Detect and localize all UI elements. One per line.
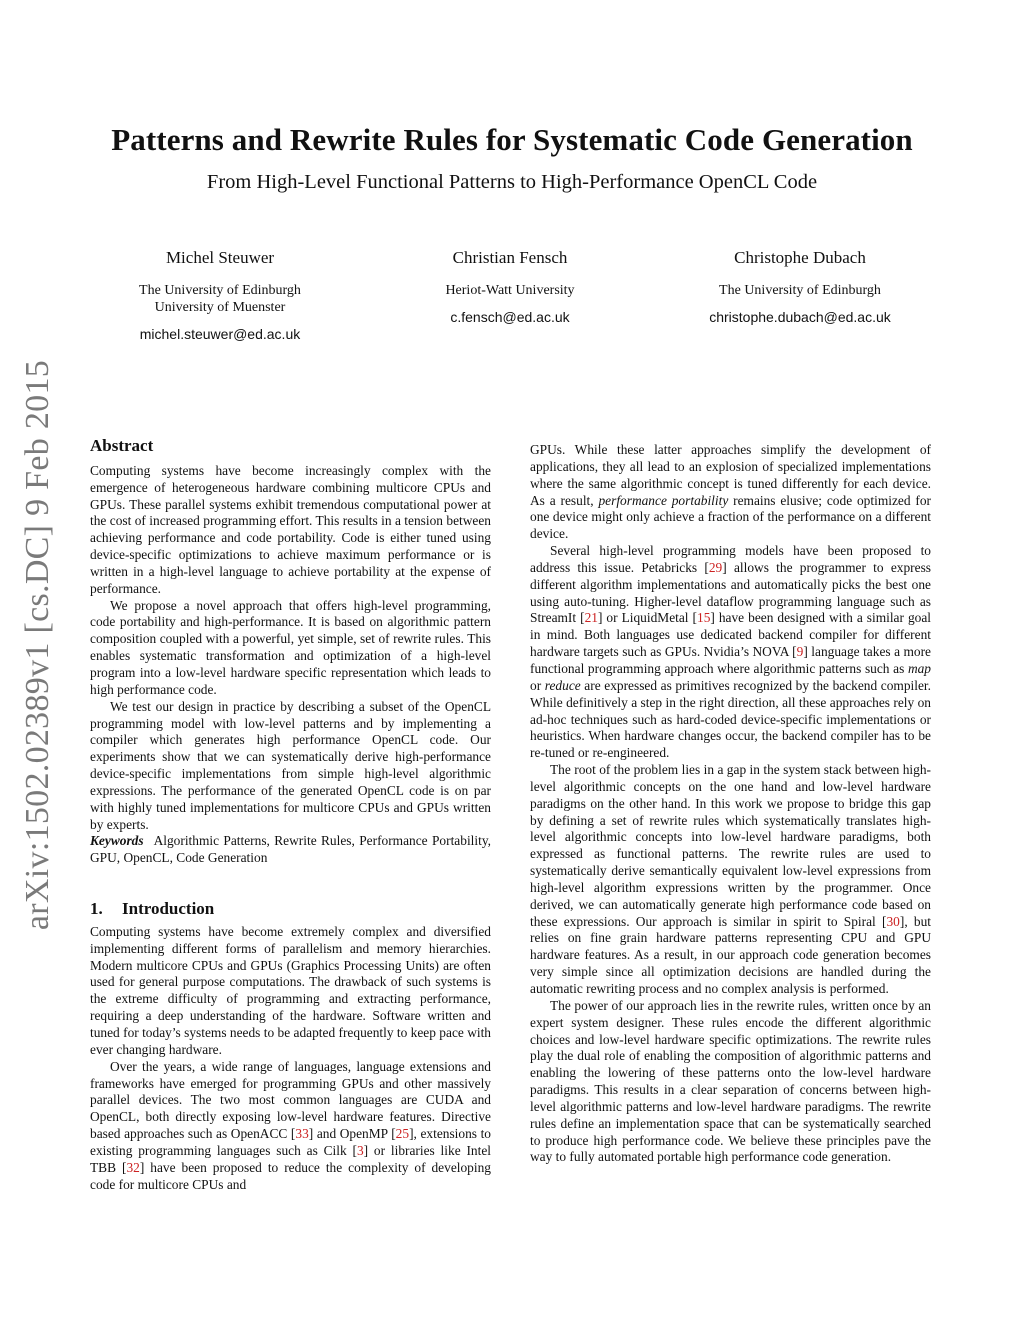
- keywords: [90, 833, 491, 867]
- intro-paragraph: Computing systems have become extremely complex and diversified implementing different forms of parallelism and memory hierarchies. Modern multicore CPUs and GPUs (Graphics Processing Units) are often used for general purpose computations. The drawback of such systems is the extreme difficulty of programming and extracting performance, requiring a deep understanding of the hardware. Software written and tuned for today’s systems needs to be adapted frequently to keep pace with ever changing hardware.: [90, 923, 491, 1057]
- body-paragraph: The root of the problem lies in a gap in the system stack between high-level algorithmic concepts on the one hand and low-level hardware paradigms on the other hand. In this work we propose to bridge this gap by defining a set of rewrite rules which systematically translates high-level algorithmic concepts into low-level hardware paradigms, both expressed as functional patterns. The rewrite rules are used to systematically derive semantically equivalent low-level expressions from high-level algorithm expressions written by the programmer. Once derived, we can automatically generate high performance code based on these expressions. Our approach is similar in spirit to Spiral [30], but relies on fine grain hardware patterns representing CPU and GPU hardware features. As a result, in our approach code generation becomes very simple since all optimization decisions are handled during the automatic rewriting process and no complex analysis is performed.: [530, 762, 932, 996]
- citation-link[interactable]: 9: [796, 644, 804, 660]
- right-column: [530, 442, 931, 1166]
- keywords-text: Algorithmic Patterns, Rewrite Rules, Performance Portability, GPU, OpenCL, Code Generation: [90, 833, 491, 866]
- section-title: Introduction: [122, 899, 215, 919]
- author-email[interactable]: c.fensch@ed.ac.uk: [450, 309, 570, 325]
- citation-link[interactable]: 32: [126, 1159, 140, 1175]
- author-affiliation: University of Muenster: [154, 300, 286, 315]
- author-1: [70, 248, 370, 342]
- author-name: Michel Steuwer: [165, 248, 275, 267]
- paper-subtitle: From High-Level Functional Patterns to High-Performance OpenCL Code: [206, 171, 818, 193]
- body-paragraph: GPUs. While these latter approaches simplify the development of applications, they all lead to an explosion of specialized implementations where the same algorithmic concept is tuned differently for each device. As a result, performance portability remains elusive; code optimized for one device might only achieve a fraction of the performance on a different device.: [530, 442, 931, 542]
- abstract-paragraph: We propose a novel approach that offers high-level programming, code portability and high-performance. It is based on algorithmic pattern composition coupled with a powerful, yet simple, set of rewrite rules. This enables systematic transformation and optimization of a high-level program into a low-level hardware specific representation which leads to high performance code.: [90, 597, 491, 697]
- citation-link[interactable]: 21: [584, 610, 598, 626]
- author-name: Christophe Dubach: [734, 248, 866, 267]
- author-affiliation: Heriot-Watt University: [445, 283, 575, 298]
- keywords-label: Keywords: [90, 833, 144, 849]
- author-email[interactable]: michel.steuwer@ed.ac.uk: [139, 326, 301, 342]
- citation-link[interactable]: 30: [886, 913, 900, 929]
- citation-link[interactable]: 33: [295, 1126, 309, 1142]
- author-email[interactable]: christophe.dubach@ed.ac.uk: [709, 309, 891, 325]
- citation-link[interactable]: 25: [395, 1126, 410, 1142]
- arxiv-id[interactable]: arXiv:1502.02389v1 [cs.DC] 9 Feb 2015: [19, 359, 57, 931]
- author-name: Christian Fensch: [452, 248, 568, 267]
- body-paragraph: Several high-level programming models have been proposed to address this issue. Petabricks [29] allows the programmer to express different algorithm implementations and automatically picks the best one using auto-tuning. Higher-level dataflow programming language such as StreamIt [21] or LiquidMetal [15] have been designed with a similar goal in mind. Both languages use dedicated backend compiler for different hardware targets such as GPUs. Nvidia’s NOVA [9] language takes a more functional programming approach where algorithmic patterns such as map or reduce are expressed as primitives recognized by the backend compiler. While definitively a step in the right direction, all these approaches rely on ad-hoc techniques such as hard-coded device-specific implementations or heuristics. When hardware changes occur, the backend compiler has to be re-tuned or re-engineered.: [530, 543, 932, 761]
- intro-paragraph: Over the years, a wide range of languages, language extensions and frameworks have emerged for programming GPUs and other massively parallel devices. The two most common languages are CUDA and OpenCL, both directly exposing low-level hardware features. Directive based approaches such as OpenACC [33] and OpenMP [25], extensions to existing programming languages such as Cilk [3] or libraries like Intel TBB [32] have been proposed to reduce the complexity of developing code for multicore CPUs and: [90, 1058, 492, 1192]
- author-2: [360, 248, 660, 325]
- arxiv-side-stamp: [12, 360, 64, 930]
- abstract-paragraph: Computing systems have become increasingly complex with the emergence of heterogeneous hardware combining multicore CPUs and GPUs. These parallel systems exhibit tremendous computational power at the cost of increased programming effort. This results in a tension between achieving performance and code portability. Code is either tuned using device-specific optimizations to achieve maximum performance or is written in a high-level language to achieve portability at the expense of performance.: [90, 462, 491, 596]
- paper-title: Patterns and Rewrite Rules for Systematic Code Generation: [111, 122, 913, 157]
- abstract-paragraph: We test our design in practice by describing a subset of the OpenCL programming model with low-level patterns and by implementing a compiler which generates high performance OpenCL code. Our experiments show that we can systematically derive high-performance device-specific implementations from simple high-level algorithmic expressions. The performance of the generated OpenCL code is on par with highly tuned implementations for multicore CPUs and GPUs written by experts.: [90, 698, 491, 832]
- section-number: 1.: [90, 899, 103, 919]
- citation-link[interactable]: 3: [356, 1142, 364, 1158]
- author-3: [650, 248, 950, 325]
- left-column: [90, 438, 491, 1193]
- citation-link[interactable]: 29: [708, 559, 723, 575]
- abstract-heading: Abstract: [90, 436, 154, 455]
- citation-link[interactable]: 15: [697, 610, 711, 626]
- intro-heading: [90, 901, 491, 918]
- author-affiliation: The University of Edinburgh: [139, 283, 301, 298]
- body-paragraph: The power of our approach lies in the rewrite rules, written once by an expert system designer. These rules encode the different algorithmic choices and low-level hardware specific optimizations. The rewrite rules play the dual role of enabling the composition of algorithmic patterns and enabling the lowering of these patterns onto the low-level hardware paradigms. This results in a clear separation of concerns between high-level algorithmic patterns and low-level hardware paradigms. The rewrite rules define an implementation space that can be systematically searched to produce high performance code. We believe these principles pave the way to fully automated portable high performance code generation.: [530, 997, 931, 1165]
- author-affiliation: The University of Edinburgh: [719, 283, 881, 298]
